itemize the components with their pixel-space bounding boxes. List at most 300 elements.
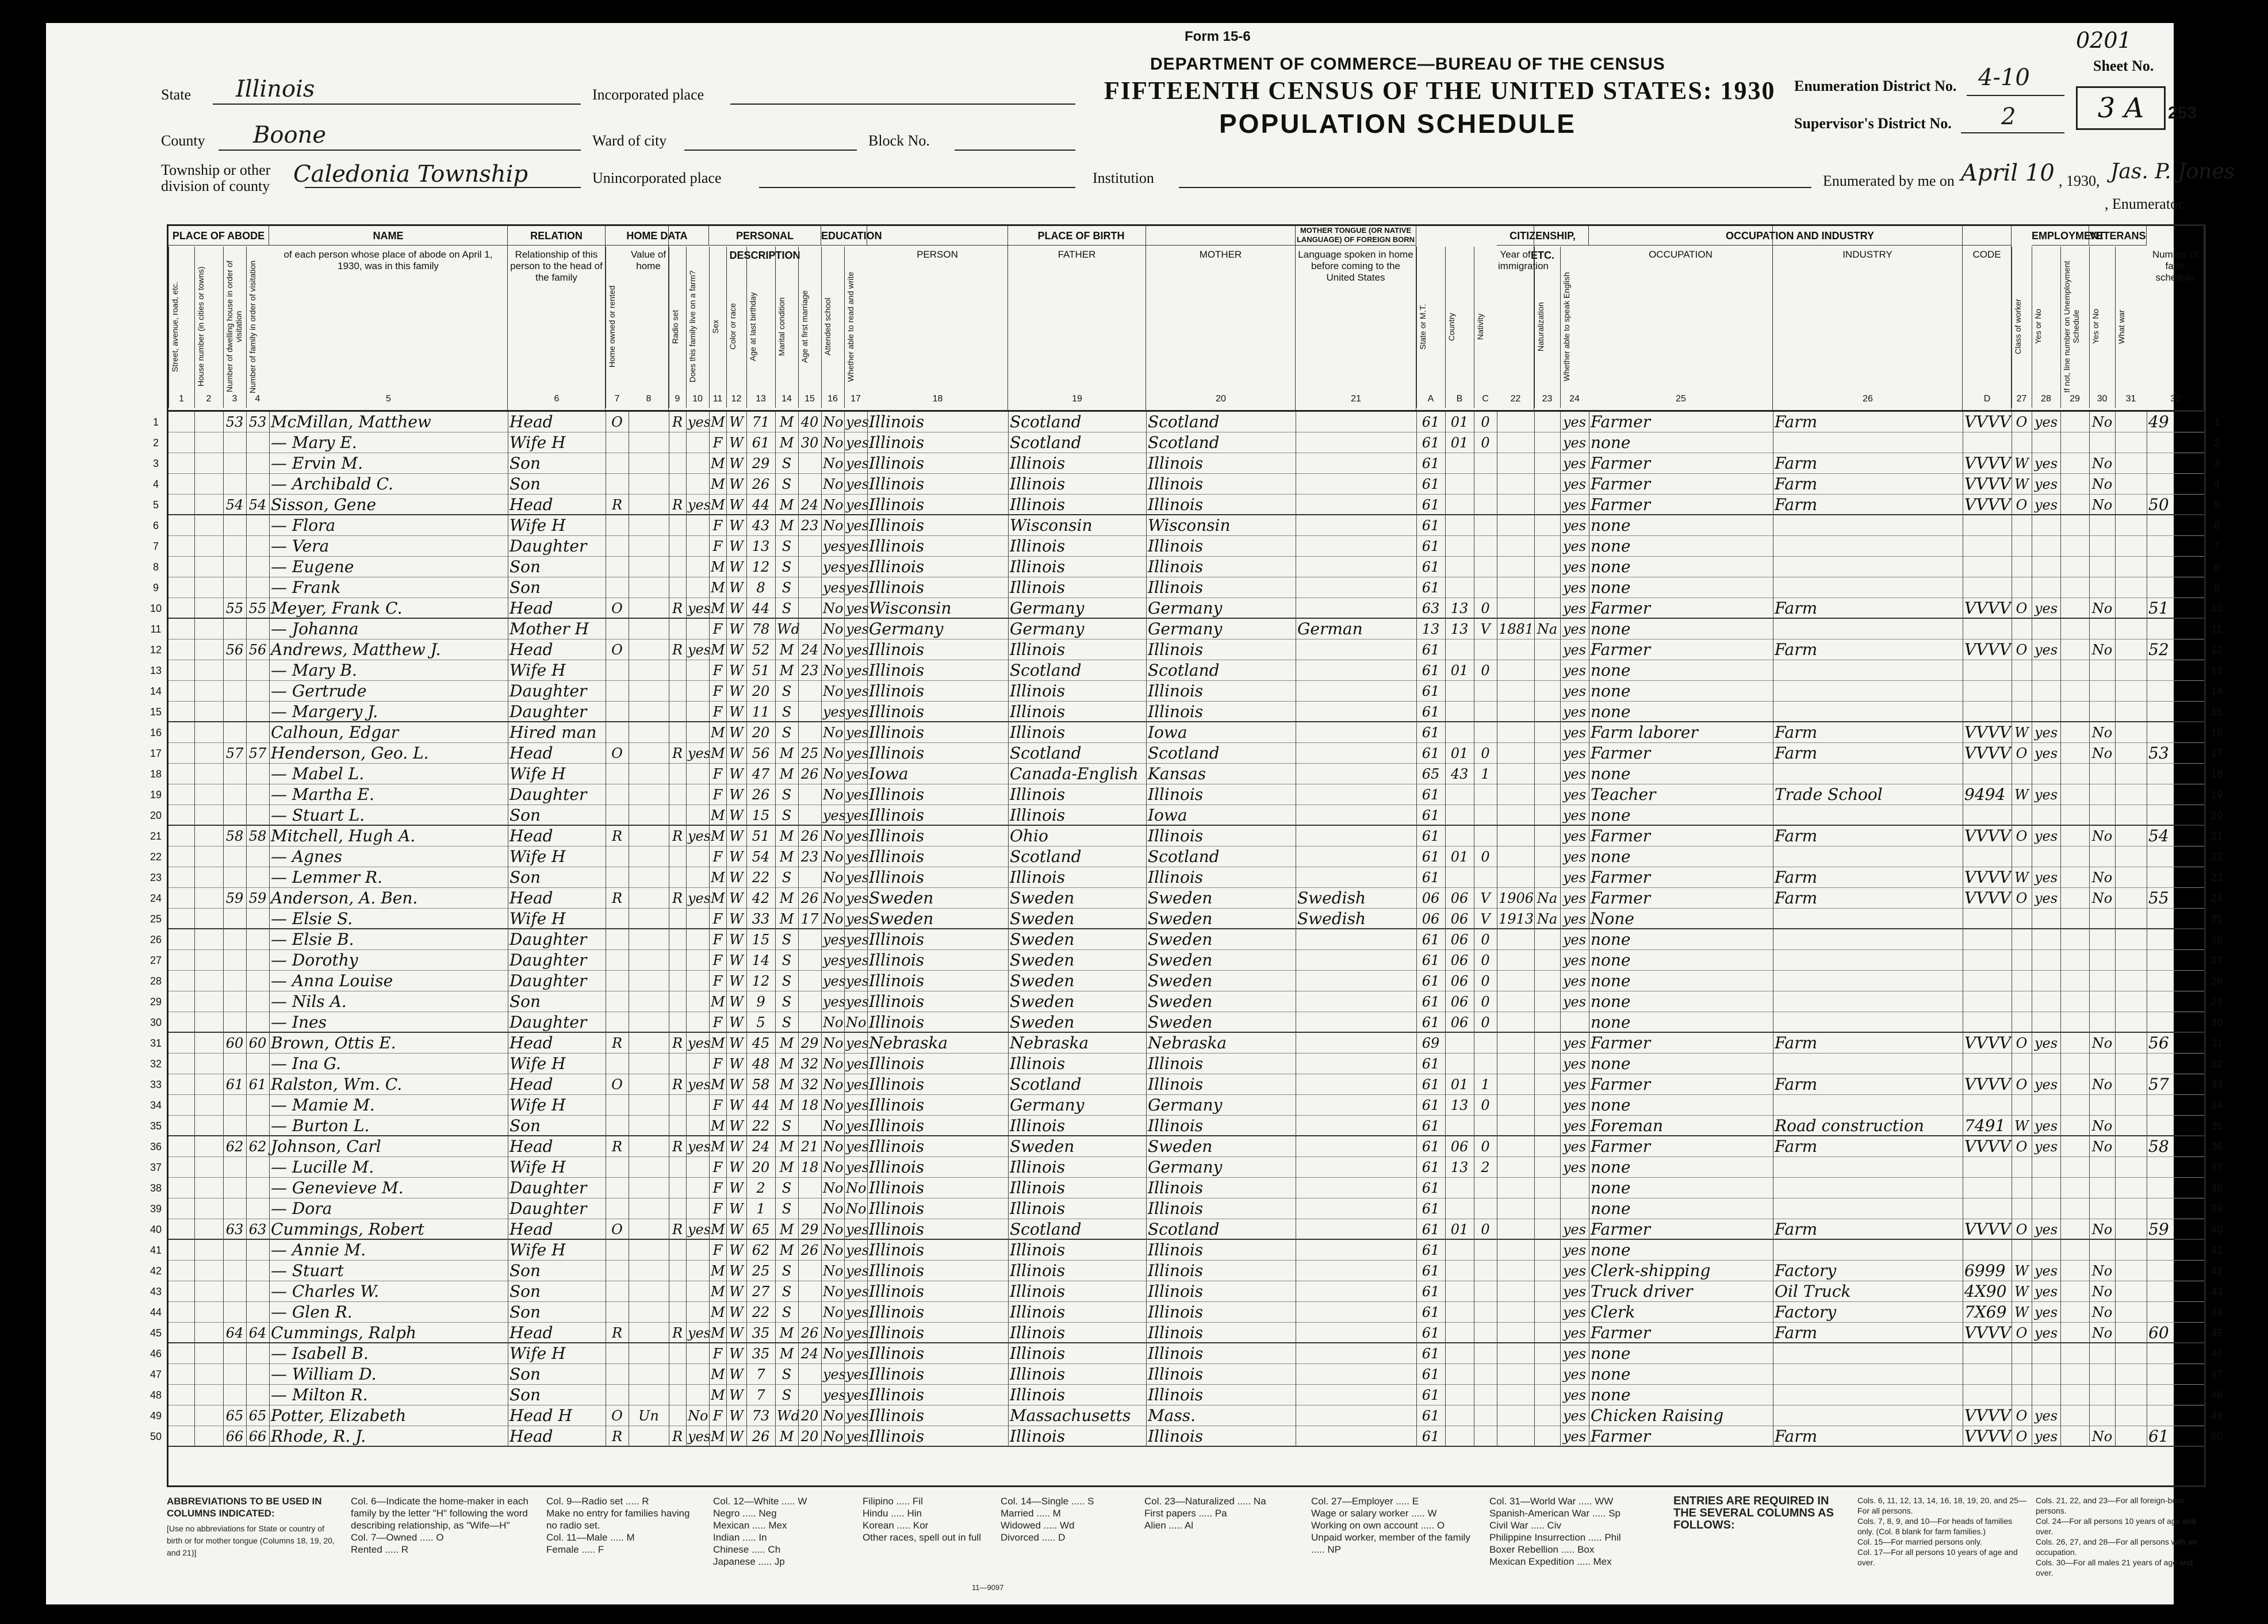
cell-eng: yes — [1562, 1346, 1587, 1362]
cell-sex: M — [711, 1387, 725, 1403]
cell-fbp: Germany — [1010, 619, 1085, 638]
cell-age: 58 — [752, 1077, 770, 1093]
column-divider — [1445, 412, 1446, 1447]
line-number-right: 46 — [2210, 1348, 2223, 1359]
cell-c: 0 — [1481, 1221, 1490, 1238]
cell-mbp: Iowa — [1148, 806, 1187, 825]
cell-a: 61 — [1422, 1325, 1440, 1341]
cell-emp: yes — [2034, 745, 2058, 761]
line-number: 47 — [150, 1369, 162, 1380]
line-number: 50 — [150, 1431, 162, 1442]
cell-race: W — [729, 890, 744, 906]
cell-sch: No — [823, 1284, 844, 1300]
cell-name: — Agnes — [271, 847, 343, 866]
cell-race: W — [729, 932, 744, 948]
cell-name: — Annie M. — [271, 1240, 366, 1259]
line-number: 5 — [152, 499, 159, 511]
cell-name: Johnson, Carl — [271, 1137, 381, 1156]
cell-read: yes — [846, 952, 869, 968]
line-number: 33 — [150, 1079, 162, 1090]
cell-code: VVVV — [1964, 826, 2011, 845]
cell-dw: 59 — [225, 890, 244, 906]
column-header: Language spoken in home before coming to the United States — [1296, 226, 1416, 410]
cell-occ: none — [1591, 1096, 1631, 1114]
cell-own: R — [611, 1325, 623, 1341]
cell-sch: No — [823, 476, 844, 492]
cell-code: 4X90 — [1964, 1282, 2007, 1301]
cell-fam: 54 — [248, 497, 267, 513]
cell-fbp: Illinois — [1010, 578, 1066, 597]
cell-c: 0 — [1481, 662, 1490, 679]
line-number-right: 18 — [2210, 768, 2223, 780]
table-row — [150, 1116, 2223, 1136]
cell-occ: Farmer — [1591, 1033, 1651, 1052]
cell-read: yes — [846, 1346, 869, 1362]
footer-col12b: Filipino ..... Fil Hindu ..... Hin Korean ..... Kor Other races, spell out in full — [863, 1496, 981, 1543]
cell-own: R — [611, 1035, 623, 1051]
cell-mar: M — [779, 745, 794, 761]
cell-farm: yes — [688, 497, 711, 513]
cell-amar: 20 — [800, 1408, 819, 1424]
line-number: 42 — [150, 1265, 162, 1277]
line-number-right: 3 — [2213, 458, 2220, 469]
cell-rel: Son — [509, 868, 541, 887]
column-header: of each person whose place of abode on April 1, 1930, was in this family — [269, 226, 508, 410]
line-number: 13 — [150, 665, 162, 676]
cell-imm: 1881 — [1499, 621, 1534, 637]
line-number: 37 — [150, 1162, 162, 1173]
cell-read: yes — [846, 1242, 869, 1258]
cell-rel: Daughter — [509, 1199, 587, 1218]
cell-eng: yes — [1562, 745, 1587, 761]
cell-farm: yes — [688, 890, 711, 906]
cell-own: O — [611, 1077, 623, 1093]
cell-fbp: Sweden — [1010, 930, 1075, 949]
cell-sex: F — [712, 849, 723, 865]
cell-race: W — [729, 621, 744, 637]
cell-name: Cummings, Robert — [271, 1220, 424, 1239]
cell-fam: 60 — [248, 1035, 267, 1051]
line-number: 26 — [150, 934, 162, 945]
cell-b: 01 — [1450, 1077, 1469, 1093]
cell-fs: 56 — [2148, 1033, 2169, 1052]
cell-age: 65 — [752, 1221, 770, 1238]
line-number-right: 38 — [2210, 1182, 2223, 1194]
cell-occ: none — [1591, 681, 1631, 700]
cell-mar: M — [779, 518, 794, 534]
cell-eng: yes — [1562, 538, 1587, 554]
cell-fam: 61 — [248, 1077, 267, 1093]
cell-mar: M — [779, 435, 794, 451]
cell-age: 25 — [752, 1263, 770, 1279]
cell-cls: O — [2016, 1035, 2028, 1051]
cell-dw: 65 — [225, 1408, 244, 1424]
cell-sch: No — [823, 787, 844, 803]
cell-sch: yes — [823, 704, 846, 720]
cell-a: 61 — [1422, 455, 1440, 472]
cell-bp: Illinois — [869, 971, 925, 990]
cell-mbp: Wisconsin — [1148, 516, 1231, 535]
line-number: 15 — [150, 706, 162, 718]
cell-sex: F — [712, 766, 723, 782]
cell-fs: 49 — [2148, 412, 2169, 431]
cell-a: 06 — [1422, 890, 1440, 906]
cell-eng: yes — [1562, 870, 1587, 886]
cell-c: 0 — [1481, 414, 1490, 430]
column-headers — [168, 226, 2204, 412]
cell-fbp: Scotland — [1010, 1075, 1082, 1094]
cell-mbp: Illinois — [1148, 537, 1204, 556]
line-number-right: 12 — [2210, 644, 2223, 656]
cell-bp: Illinois — [869, 578, 925, 597]
cell-bp: Illinois — [869, 1137, 925, 1156]
cell-mar: M — [779, 1056, 794, 1072]
column-header: Age at first marriage — [798, 247, 821, 408]
cell-a: 61 — [1422, 1221, 1440, 1238]
cell-eng: yes — [1562, 1035, 1587, 1051]
cell-sex: F — [712, 621, 723, 637]
cell-fbp: Illinois — [1010, 702, 1066, 721]
cell-age: 26 — [752, 476, 770, 492]
cell-occ: none — [1591, 619, 1631, 638]
cell-read: yes — [846, 1097, 869, 1113]
cell-ind: Farm — [1775, 744, 1818, 763]
cell-name: — Elsie S. — [271, 909, 353, 928]
cell-emp: yes — [2034, 1139, 2058, 1155]
cell-amar: 32 — [800, 1077, 819, 1093]
line-number: 45 — [150, 1327, 162, 1339]
cell-fbp: Illinois — [1010, 681, 1066, 700]
column-number: A — [1427, 394, 1434, 404]
population-table — [150, 224, 2223, 1487]
cell-fbp: Illinois — [1010, 723, 1066, 742]
enumerated-label: Enumerated by me on — [1823, 173, 1955, 189]
cell-fbp: Sweden — [1010, 909, 1075, 928]
cell-imm: 1913 — [1499, 911, 1534, 927]
cell-race: W — [729, 828, 744, 844]
cell-emp: yes — [2034, 1408, 2058, 1424]
cell-race: W — [729, 1387, 744, 1403]
table-row — [150, 826, 2223, 847]
cell-farm: yes — [688, 828, 711, 844]
table-row — [150, 1095, 2223, 1116]
cell-sex: F — [712, 1242, 723, 1258]
cell-b: 06 — [1450, 911, 1469, 927]
cell-sch: No — [823, 497, 844, 513]
cell-rel: Daughter — [509, 951, 587, 970]
cell-mar: S — [781, 1201, 792, 1217]
cell-eng: yes — [1562, 1118, 1587, 1134]
cell-occ: none — [1591, 992, 1631, 1011]
table-row — [150, 1136, 2223, 1157]
cell-rel: Wife H — [509, 433, 566, 452]
column-divider — [223, 412, 224, 1447]
cell-mbp: Scotland — [1148, 661, 1220, 680]
cell-mbp: Sweden — [1148, 909, 1213, 928]
cell-fbp: Illinois — [1010, 806, 1066, 825]
cell-race: W — [729, 1304, 744, 1320]
cell-a: 06 — [1422, 911, 1440, 927]
line-number: 20 — [150, 810, 162, 821]
cell-farm: yes — [688, 414, 711, 430]
cell-bp: Illinois — [869, 433, 925, 452]
cell-eng: yes — [1562, 1056, 1587, 1072]
cell-mar: S — [781, 455, 792, 472]
cell-sch: No — [823, 435, 844, 451]
table-row — [152, 536, 2220, 557]
cell-ind: Farm — [1775, 454, 1818, 473]
cell-mar: S — [781, 1180, 792, 1196]
cell-occ: none — [1591, 1199, 1631, 1218]
cell-ind: Farm — [1775, 599, 1818, 618]
cell-eng: yes — [1562, 1159, 1587, 1175]
cell-mbp: Illinois — [1148, 640, 1204, 659]
line-number: 7 — [152, 541, 159, 552]
cell-age: 35 — [752, 1325, 770, 1341]
cell-occ: none — [1591, 971, 1631, 990]
cell-sex: F — [712, 932, 723, 948]
column-header: House number (in cities or towns) — [194, 247, 223, 408]
line-number: 10 — [150, 603, 162, 614]
cell-fs: 58 — [2148, 1137, 2169, 1156]
cell-name: Mitchell, Hugh A. — [271, 826, 416, 845]
cell-a: 61 — [1422, 828, 1440, 844]
cell-amar: 21 — [800, 1139, 819, 1155]
cell-age: 26 — [752, 787, 770, 803]
line-number: 14 — [150, 685, 162, 697]
cell-occ: Farmer — [1591, 1323, 1651, 1342]
cell-vet: No — [2091, 1118, 2113, 1134]
cell-race: W — [729, 455, 744, 472]
cell-fbp: Illinois — [1010, 1178, 1066, 1197]
cell-ind: Farm — [1775, 1427, 1818, 1446]
cell-occ: Foreman — [1591, 1116, 1663, 1135]
column-divider — [1146, 412, 1147, 1447]
line-number: 1 — [152, 416, 159, 428]
cell-sex: M — [711, 1263, 725, 1279]
cell-farm: No — [688, 1408, 708, 1424]
cell-age: 20 — [752, 683, 770, 699]
cell-imm: 1906 — [1499, 890, 1534, 906]
cell-eng: yes — [1562, 1408, 1587, 1424]
cell-bp: Illinois — [869, 785, 925, 804]
sheet-number: 3 A — [2076, 86, 2166, 130]
cell-read: yes — [846, 994, 869, 1010]
cell-fbp: Germany — [1010, 599, 1085, 618]
column-divider — [746, 412, 747, 1447]
cell-occ: none — [1591, 951, 1631, 970]
table-row — [150, 1281, 2223, 1302]
cell-sex: M — [711, 497, 725, 513]
cell-code: VVVV — [1964, 723, 2011, 742]
column-header: Whether able to read and write — [844, 247, 867, 408]
enumerated-date: April 10 — [1961, 160, 2055, 186]
cell-vet: No — [2091, 455, 2113, 472]
cell-ind: Farm — [1775, 888, 1818, 907]
line-number: 11 — [150, 623, 162, 635]
cell-read: yes — [846, 1139, 869, 1155]
cell-occ: none — [1591, 433, 1631, 452]
cell-sex: M — [711, 600, 725, 616]
cell-sch: No — [823, 849, 844, 865]
cell-mbp: Illinois — [1148, 1116, 1204, 1135]
cell-a: 61 — [1422, 559, 1440, 575]
cell-farm: yes — [688, 600, 711, 616]
column-divider — [726, 412, 727, 1447]
line-number-right: 27 — [2210, 955, 2223, 966]
cell-amar: 29 — [800, 1035, 819, 1051]
footer-col27: Col. 27—Employer ..... E Wage or salary worker ..... W Working on own account ..... O Unpaid worker, member of the family ..... NP — [1311, 1496, 1470, 1555]
cell-mar: M — [779, 1035, 794, 1051]
cell-race: W — [729, 559, 744, 575]
cell-amar: 23 — [800, 662, 819, 679]
cell-sch: No — [823, 745, 844, 761]
cell-race: W — [729, 1077, 744, 1093]
cell-eng: yes — [1562, 828, 1587, 844]
table-row — [152, 515, 2220, 536]
cell-race: W — [729, 1056, 744, 1072]
cell-bp: Illinois — [869, 1406, 925, 1425]
cell-a: 61 — [1422, 1346, 1440, 1362]
cell-c: 0 — [1481, 952, 1490, 968]
cell-sch: No — [823, 1242, 844, 1258]
cell-amar: 23 — [800, 849, 819, 865]
cell-sch: No — [823, 1118, 844, 1134]
cell-rel: Wife H — [509, 764, 566, 783]
cell-bp: Illinois — [869, 495, 925, 514]
cell-name: — Martha E. — [271, 785, 374, 804]
line-number-right: 14 — [2210, 685, 2223, 697]
cell-occ: none — [1591, 661, 1631, 680]
cell-a: 63 — [1422, 600, 1440, 616]
group-header: PLACE OF BIRTH — [867, 226, 1296, 246]
cell-fs: 55 — [2148, 888, 2169, 907]
line-number: 38 — [150, 1182, 162, 1194]
cell-ind: Farm — [1775, 1033, 1818, 1052]
column-header: Class of worker — [2012, 247, 2032, 408]
cell-amar: 17 — [800, 911, 819, 927]
cell-emp: yes — [2034, 1325, 2058, 1341]
cell-mar: M — [779, 890, 794, 906]
cell-ind: Farm — [1775, 1137, 1818, 1156]
column-header: Yes or No — [2032, 247, 2060, 408]
cell-name: — Isabell B. — [271, 1344, 369, 1363]
cell-read: yes — [846, 1118, 869, 1134]
cell-a: 61 — [1422, 414, 1440, 430]
cell-own: R — [611, 828, 623, 844]
cell-vet: No — [2091, 870, 2113, 886]
cell-age: 47 — [752, 766, 770, 782]
cell-bp: Wisconsin — [869, 599, 952, 618]
table-row — [150, 909, 2223, 929]
cell-sex: F — [712, 518, 723, 534]
cell-occ: Farmer — [1591, 1427, 1651, 1446]
cell-mar: M — [779, 911, 794, 927]
cell-eng: yes — [1562, 683, 1587, 699]
cell-a: 61 — [1422, 1428, 1440, 1445]
cell-a: 61 — [1422, 994, 1440, 1010]
cell-eng: yes — [1562, 1304, 1587, 1320]
cell-rel: Head — [509, 1323, 553, 1342]
cell-eng: yes — [1562, 559, 1587, 575]
cell-a: 61 — [1422, 1159, 1440, 1175]
cell-c: 0 — [1481, 849, 1490, 865]
cell-read: yes — [846, 621, 869, 637]
cell-b: 01 — [1450, 745, 1469, 761]
cell-bp: Illinois — [869, 806, 925, 825]
cell-c: 0 — [1481, 973, 1490, 989]
cell-a: 61 — [1422, 1097, 1440, 1113]
cell-rel: Daughter — [509, 930, 587, 949]
cell-fs: 50 — [2148, 495, 2169, 514]
cell-race: W — [729, 952, 744, 968]
column-number: 25 — [1676, 394, 1686, 404]
cell-race: W — [729, 1408, 744, 1424]
cell-amar: 25 — [800, 745, 819, 761]
group-header: CITIZENSHIP, ETC. — [1497, 226, 1589, 246]
cell-mar: M — [779, 414, 794, 430]
cell-eng: yes — [1562, 414, 1587, 430]
line-number-right: 34 — [2210, 1100, 2223, 1111]
cell-sch: yes — [823, 994, 846, 1010]
cell-eng: yes — [1562, 497, 1587, 513]
cell-fbp: Scotland — [1010, 847, 1082, 866]
state-label: State — [161, 86, 191, 103]
column-number: 21 — [1351, 394, 1361, 404]
cell-sch: No — [823, 1035, 844, 1051]
incorporated-label: Incorporated place — [592, 86, 704, 103]
line-number: 39 — [150, 1203, 162, 1215]
cell-occ: Teacher — [1591, 785, 1656, 804]
cell-mbp: Illinois — [1148, 868, 1204, 887]
cell-mar: M — [779, 1346, 794, 1362]
cell-bp: Illinois — [869, 1323, 925, 1342]
cell-occ: Farmer — [1591, 599, 1651, 618]
cell-cls: O — [2016, 600, 2028, 616]
cell-cls: W — [2014, 787, 2029, 803]
cell-eng: yes — [1562, 952, 1587, 968]
cell-bp: Illinois — [869, 847, 925, 866]
cell-rel: Son — [509, 578, 541, 597]
line-number-right: 33 — [2210, 1079, 2223, 1090]
column-divider — [2060, 412, 2061, 1447]
cell-c: V — [1480, 890, 1491, 906]
cell-eng: yes — [1562, 1263, 1587, 1279]
cell-rel: Wife H — [509, 661, 566, 680]
cell-bp: Sweden — [869, 909, 934, 928]
line-number-right: 32 — [2210, 1058, 2223, 1070]
cell-sex: M — [711, 1284, 725, 1300]
column-number: 26 — [1863, 394, 1873, 404]
cell-ind: Farm — [1775, 723, 1818, 742]
enum-district-label: Enumeration District No. — [1794, 78, 1957, 94]
column-number: 16 — [827, 394, 838, 404]
cell-c: 0 — [1481, 435, 1490, 451]
cell-mar: S — [781, 725, 792, 741]
cell-fbp: Scotland — [1010, 433, 1082, 452]
cell-fbp: Illinois — [1010, 1158, 1066, 1177]
cell-lang: Swedish — [1297, 909, 1366, 928]
cell-b: 06 — [1450, 1014, 1469, 1031]
column-number: C — [1482, 394, 1489, 404]
cell-rel: Head — [509, 826, 553, 845]
line-number-right: 4 — [2213, 478, 2220, 490]
cell-sex: F — [712, 704, 723, 720]
cell-mbp: Illinois — [1148, 1075, 1204, 1094]
cell-name: Calhoun, Edgar — [271, 723, 399, 742]
cell-age: 33 — [752, 911, 770, 927]
cell-ind: Factory — [1775, 1303, 1837, 1322]
